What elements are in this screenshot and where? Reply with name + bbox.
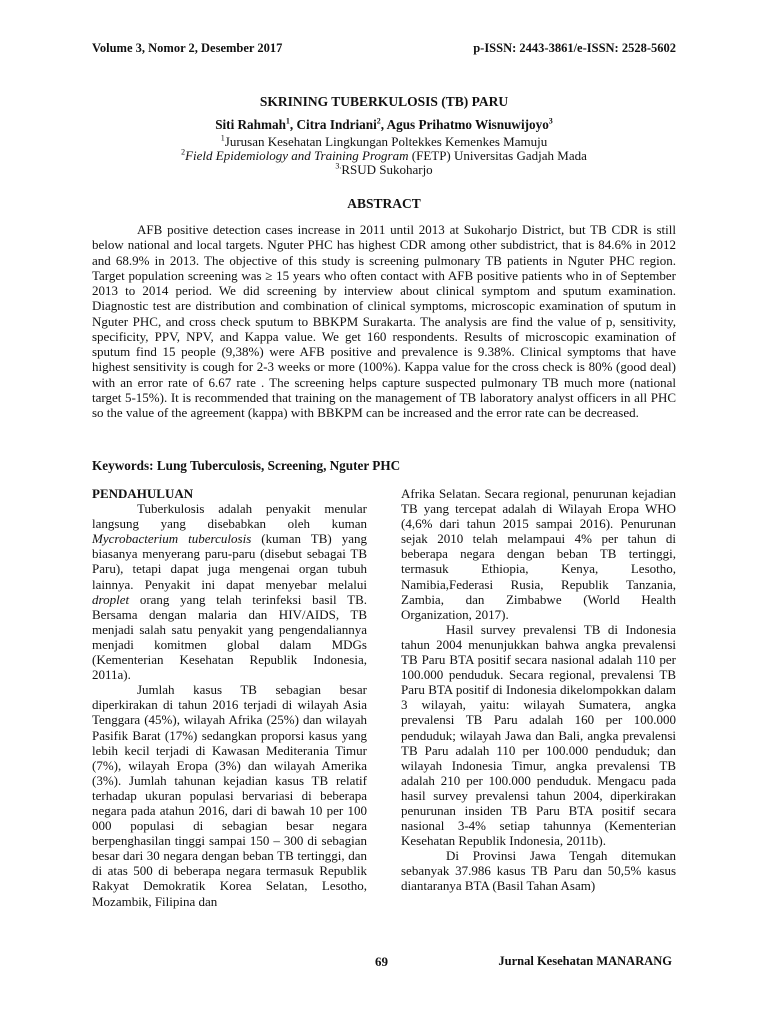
paragraph-text: orang yang telah terinfeksi basil TB. Bersama dengan malaria dan HIV/AIDS, TB menjadi salah satu penyakit yang pengendaliannya menjadi komitmen global dalam MDGs (Kementerian Kesehatan Republik Indonesia, 2011a). xyxy=(92,591,367,683)
abstract-body: AFB positive detection cases increase in 2011 until 2013 at Sukoharjo District, but TB CDR is still below national and local targets. Nguter PHC has highest CDR among other subdistrict, that is 84.6% in 2012 and 68.9% in 2013. The objective of this study is screening pulmonary TB patients in Nguter PHC region. Target population screening was ≥ 15 years who often contact with AFB positive patients who in of September 2013 to 2014 period. We did screening by interview about clinical symptom and sputum examination. Diagnostic test are distribution and combination of clinical symptoms, microscopic examination of sputum in Nguter PHC, and cross check sputum to BBKPM Surakarta. The analysis are find the value of p, sensitivity, specificity, PPV, NPV, and Kappa value. We get 160 respondents. Results of microscopic examination of sputum find 15 people (9,38%) were AFB positive and prevalence is 9.38%. Clinical symptoms that have highest sensitivity is cough for 2-3 weeks or more (100%). Kappa value for the cross check is 80% (good deal) with an error rate of 6.67 rate . The screening helps capture suspected pulmonary TB much more (national target 5-15%). It is recommended that training on the management of TB laboratory analyst officers in all PHC so the value of the agreement (kappa) with BBKPM can be increased and the error rate can be decreased. xyxy=(92,222,676,420)
paragraph-text: Tuberkulosis adalah penyakit menular langsung yang disebabkan oleh kuman xyxy=(92,501,367,532)
body-column-left xyxy=(92,486,367,909)
page-number: 69 xyxy=(375,954,388,969)
author-separator: , xyxy=(289,117,297,132)
body-paragraph: Hasil survey prevalensi TB di Indonesia tahun 2004 menunjukkan bahwa angka prevalensi TB Paru BTA positif secara nasional adalah 110 per 100.000 penduduk. Secara regional, prevalensi TB Paru BTA positif di Indonesia dikelompokkan dalam 3 wilayah, yaitu: wilayah Sumatera, angka prevalensi TB Paru adalah 160 per 100.000 penduduk; wilayah Jawa dan Bali, angka prevalensi TB Paru adalah 110 per 100.000 penduduk; dan wilayah Indonesia Timur, angka prevalensi TB adalah 210 per 100.000 penduduk. Mengacu pada hasil survey prevalensi tahun 2004, diperkirakan penurunan insiden TB Paru BTA positif secara nasional 3-4% setiap tahunnya (Kementerian Kesehatan Republik Indonesia, 2011b). xyxy=(401,621,676,849)
paper-title: SKRINING TUBERKULOSIS (TB) PARU xyxy=(259,94,509,109)
paragraph-text: (kuman TB) yang biasanya menyerang paru-paru (disebut sebagai TB Paru), tetapi dapat juga mengenai organ tubuh lainnya. Penyakit ini dapat menyebar melalui xyxy=(92,531,367,592)
affiliation-mark: 1 xyxy=(220,133,225,143)
term-italic: droplet xyxy=(92,591,130,607)
author-name: Siti Rahmah xyxy=(215,117,286,132)
author-name: Agus Prihatmo Wisnuwijoyo xyxy=(386,117,549,132)
section-heading: PENDAHULUAN xyxy=(92,486,194,501)
author-list xyxy=(92,117,676,133)
author-affiliation-mark: 2 xyxy=(376,116,381,126)
affiliation-mark: 3. xyxy=(335,161,342,171)
author-affiliation-mark: 1 xyxy=(285,116,290,126)
author-affiliation-mark: 3 xyxy=(548,116,553,126)
affiliation-3 xyxy=(92,163,676,177)
running-header-volume: Volume 3, Nomor 2, Desember 2017 xyxy=(92,41,283,55)
affiliation-mark: 2 xyxy=(181,147,186,157)
body-column-right xyxy=(401,486,676,894)
journal-name-footer: Jurnal Kesehatan MANARANG xyxy=(498,954,672,968)
body-paragraph: Di Provinsi Jawa Tengah ditemukan sebanyak 37.986 kasus TB Paru dan 50,5% kasus diantaranya BTA (Basil Tahan Asam) xyxy=(401,848,676,894)
body-paragraph xyxy=(92,501,367,682)
body-paragraph: Jumlah kasus TB sebagian besar diperkirakan di tahun 2016 terjadi di wilayah Asia Tenggara (45%), wilayah Afrika (25%) dan wilayah Pasifik Barat (17%) sedangkan proporsi kasus yang lebih kecil terjadi di Kawasan Mediterania Timur (7%), wilayah Eropa (3%) dan wilayah Amerika (3%). Jumlah tahunan kejadian kasus TB relatif terhadap ukuran populasi bervariasi di beberapa negara pada atahun 2016, dari di bawah 10 per 100 000 populasi di sebagian besar negara berpenghasilan tinggi sampai 150 – 300 di sebagian besar dari 30 negara dengan beban TB tertinggi, dan di atas 500 di beberapa negara termasuk Republik Rakyat Demokratik Korea Selatan, Lesotho, Mozambik, Filipina dan xyxy=(92,682,367,909)
author-name: Citra Indriani xyxy=(296,117,377,132)
affiliation-text: RSUD Sukoharjo xyxy=(341,162,433,177)
species-name: Mycrobacterium tuberculosis xyxy=(92,531,252,547)
affiliation-program-name: Field Epidemiology and Training Program xyxy=(185,148,409,163)
running-header-issn: p-ISSN: 2443-3861/e-ISSN: 2528-5602 xyxy=(473,41,676,55)
body-paragraph: Afrika Selatan. Secara regional, penurunan kejadian TB yang tercepat adalah di Wilayah Eropa WHO (4,6% dari tahun 2015 sampai 2016). Penurunan sejak 2010 telah melampaui 4% per tahun di beberapa negara dengan beban TB tertinggi, termasuk Ethiopia, Kenya, Lesotho, Namibia,Federasi Rusia, Republik Tanzania, Zambia, dan Zimbabwe (World Health Organization, 2017). xyxy=(401,486,676,622)
affiliation-text: (FETP) Universitas Gadjah Mada xyxy=(408,148,587,163)
abstract-heading: ABSTRACT xyxy=(347,196,421,211)
keywords: Keywords: Lung Tuberculosis, Screening, Nguter PHC xyxy=(92,458,401,473)
author-separator: , xyxy=(380,117,387,132)
affiliation-text: Jurusan Kesehatan Lingkungan Poltekkes Kemenkes Mamuju xyxy=(224,134,548,149)
affiliation-2 xyxy=(92,149,676,163)
affiliation-1 xyxy=(92,135,676,149)
